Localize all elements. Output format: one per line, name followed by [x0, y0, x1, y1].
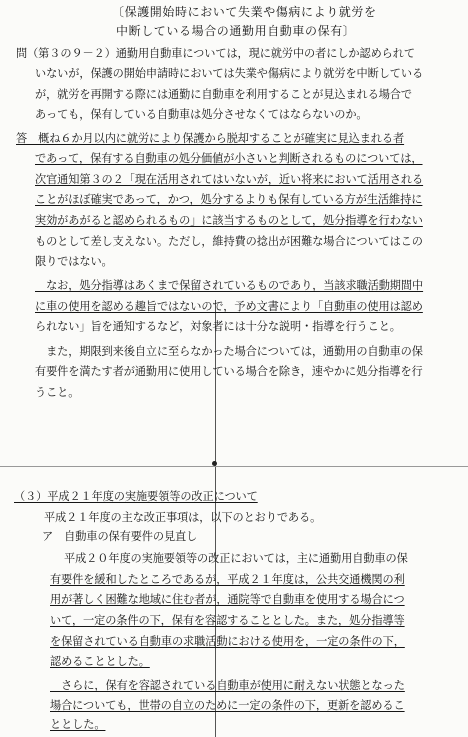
section-heading: （３）平成２１年度の実施要領等の改正について [14, 490, 258, 503]
body-line: 認めることとした。 [50, 655, 150, 668]
section-intro: 平成２１年度の主な改正事項は，以下のとおりである。 [44, 511, 322, 524]
body-line: 場合についても，世帯の自立のために一定の条件の下，更新を認めるこ [50, 699, 405, 712]
answer-line: 限りではない。 [35, 255, 113, 268]
answer-line: ものとして差し支えない。ただし，維持費の捻出が困難な場合についてはこの [35, 235, 423, 248]
answer-line: られない」旨を通知するなど，対象者には十分な説明・指導を行うこと。 [35, 320, 401, 333]
body-line: さらに，保有を容認されている自動車が使用に耐えない状態となった [50, 679, 405, 692]
answer-line: ことがほぼ確実であって，かつ，処分するよりも保有している方が生活維持に [35, 193, 423, 206]
answer-line: 次官通知第３の２「現在活用されてはいないが，近い将来において活用される [35, 173, 424, 186]
title-line-2: 中断している場合の通勤用自動車の保有〕 [116, 24, 356, 38]
body-line: 平成２０年度の実施要領等の改正においては，主に通勤用自動車の保 [64, 552, 408, 565]
answer-line: 有要件を満たす者が通勤用に使用している場合を除き，速やかに処分指導を行 [35, 365, 423, 378]
answer-line: に車の使用を認める趣旨ではないので，予め文書により「自動車の使用は認め [35, 300, 423, 313]
subsection-heading: ア 自動車の保有要件の見直し [42, 530, 198, 543]
answer-line: 答 概ね６か月以内に就労により保護から脱却することが確実に見込まれる者 [16, 132, 405, 145]
answer-line: また，期限到来後自立に至らなかった場合については，通勤用の自動車の保 [35, 345, 423, 358]
answer-line: であって，保有する自動車の処分価値が小さいと判断されるものについては， [35, 152, 423, 165]
answer-line: 実効があがると認められるもの」に該当するものとして，処分指導を行わない [35, 214, 423, 227]
page-divider [0, 466, 468, 467]
body-line: いて，一定の条件の下，保有を容認することとした。また，処分指導等 [50, 614, 405, 627]
title-line-1: 〔保護開始時において失業や傷病により就労を [112, 5, 377, 19]
body-line: 有要件を緩和したところであるが，平成２１年度は，公共交通機関の利 [50, 573, 405, 586]
question-line: あっても，保有している自動車は処分させなくてはならないのか。 [35, 108, 368, 121]
answer-line: なお，処分指導はあくまで保留されているものであり，当該求職活動期間中 [35, 279, 424, 292]
question-line: 問（第３の９－２）通勤用自動車については，現に就労中の者にしか認められて [16, 47, 415, 60]
body-line: を保留されている自動車の求職活動における使用を，一定の条件の下， [50, 635, 405, 648]
body-line: 用が著しく困難な地域に住む者が，通院等で自動車を使用する場合につ [50, 593, 405, 606]
body-line: ととした。 [50, 718, 106, 731]
question-line: いないが，保護の開始申請時においては失業や傷病により就労を中断している [35, 67, 424, 80]
question-line: が，就労を再開する際には通勤に自動車を利用することが見込まれる場合で [35, 88, 412, 101]
answer-line: うこと。 [35, 386, 80, 399]
